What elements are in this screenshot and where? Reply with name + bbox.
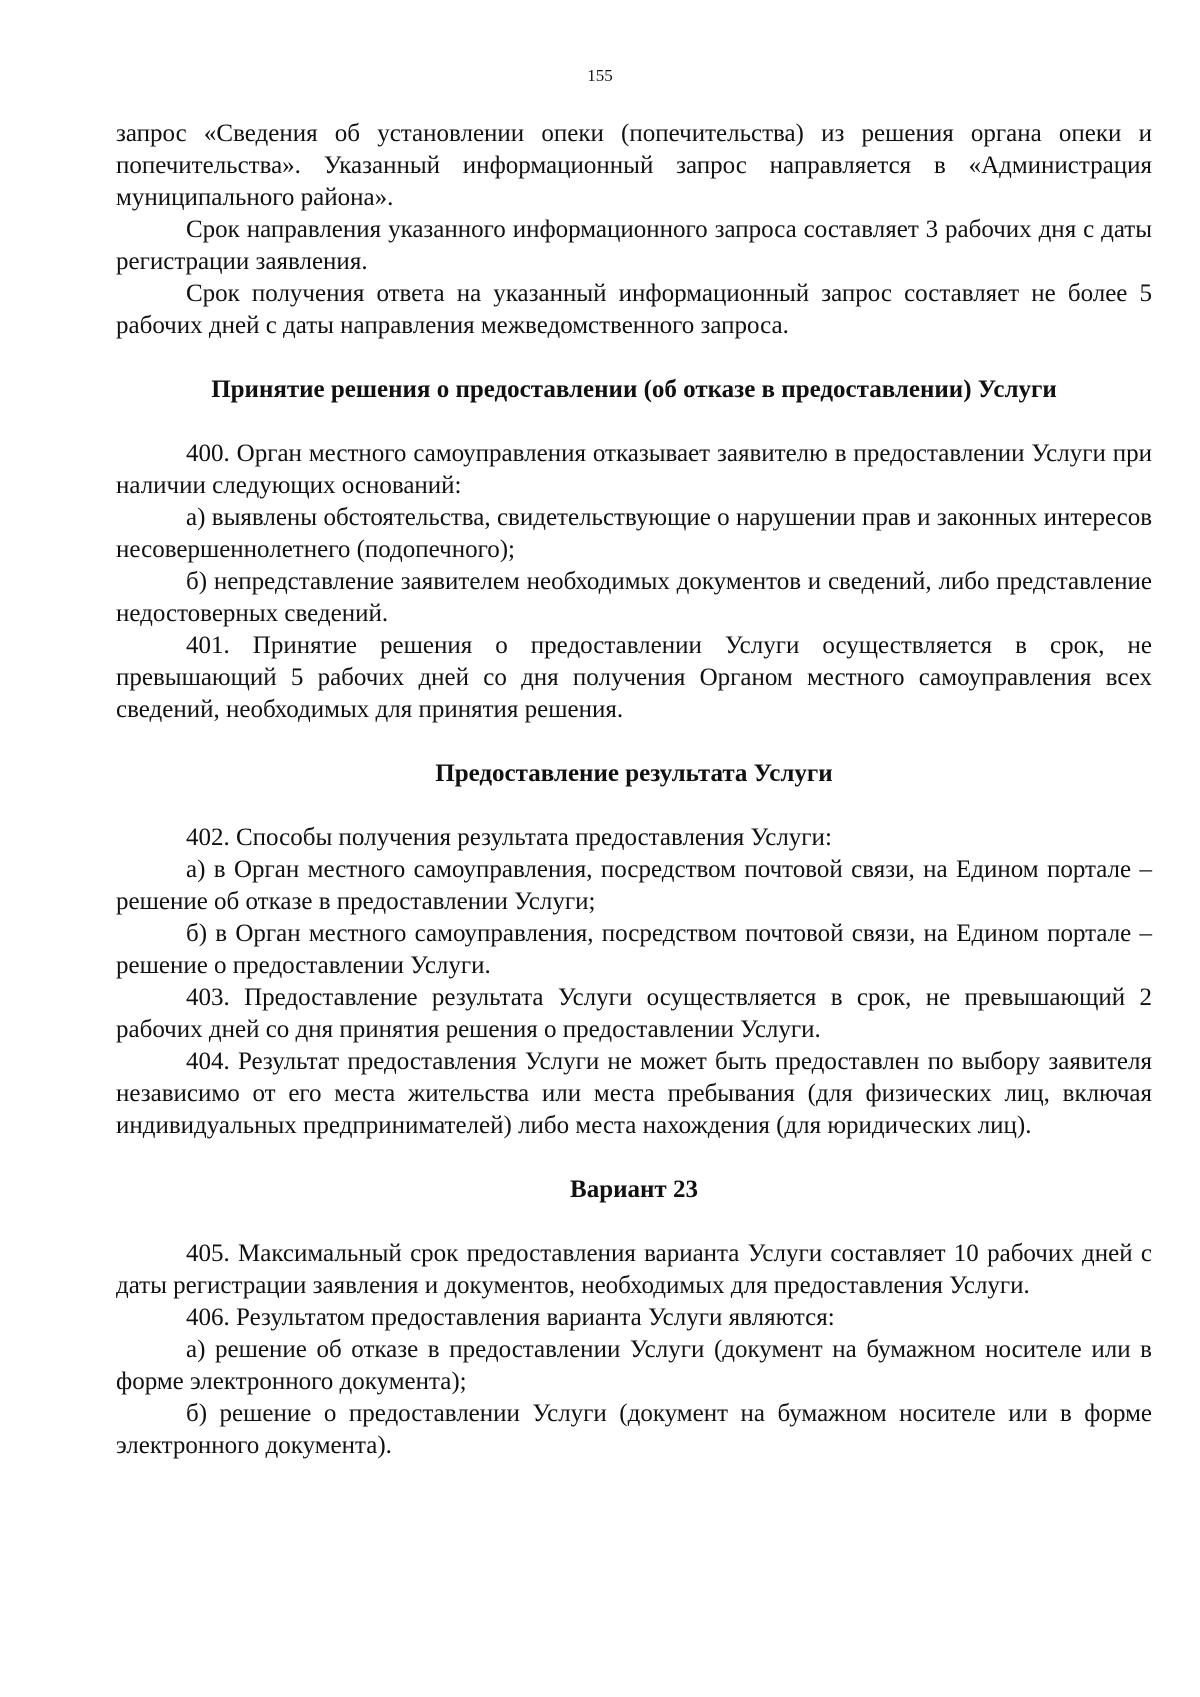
intro-paragraph-2: Срок направления указанного информационного запроса составляет 3 рабочих дня с даты регистрации заявления. (116, 216, 1152, 275)
paragraph-401: 401. Принятие решения о предоставлении Услуги осуществляется в срок, не превышающий 5 рабочих дней со дня получения Органом местного самоуправления всех сведений, необходимых для принятия решения. (116, 632, 1152, 723)
paragraph-406-a: а) решение об отказе в предоставлении Услуги (документ на бумажном носителе или в форме электронного документа); (116, 1336, 1152, 1395)
section-heading-variant: Вариант 23 (570, 1176, 698, 1203)
paragraph-402: 402. Способы получения результата предоставления Услуги: (186, 824, 832, 851)
intro-paragraph-3: Срок получения ответа на указанный информационный запрос составляет не более 5 рабочих дней с даты направления межведомственного запроса. (116, 280, 1152, 339)
paragraph-400: 400. Орган местного самоуправления отказывает заявителю в предоставлении Услуги при наличии следующих оснований: (116, 440, 1152, 499)
paragraph-402-b: б) в Орган местного самоуправления, посредством почтовой связи, на Едином портале – решение о предоставлении Услуги. (116, 920, 1152, 979)
paragraph-404: 404. Результат предоставления Услуги не может быть предоставлен по выбору заявителя независимо от его места жительства или места пребывания (для физических лиц, включая индивидуальных предпринимателей) либо места нахождения (для юридических лиц). (116, 1048, 1152, 1139)
section-heading-decision: Принятие решения о предоставлении (об отказе в предоставлении) Услуги (211, 376, 1057, 403)
paragraph-403: 403. Предоставление результата Услуги осуществляется в срок, не превышающий 2 рабочих дней со дня принятия решения о предоставлении Услуги. (116, 984, 1152, 1043)
paragraph-400-a: а) выявлены обстоятельства, свидетельствующие о нарушении прав и законных интересов несовершеннолетнего (подопечного); (116, 504, 1152, 563)
page-number: 155 (587, 66, 613, 85)
paragraph-402-a: а) в Орган местного самоуправления, посредством почтовой связи, на Едином портале – решение об отказе в предоставлении Услуги; (116, 856, 1152, 915)
paragraph-406: 406. Результатом предоставления варианта Услуги являются: (186, 1304, 835, 1331)
paragraph-406-b: б) решение о предоставлении Услуги (документ на бумажном носителе или в форме электронного документа). (116, 1400, 1152, 1459)
paragraph-400-b: б) непредставление заявителем необходимых документов и сведений, либо представление недостоверных сведений. (116, 568, 1152, 627)
section-heading-result: Предоставление результата Услуги (435, 760, 833, 787)
paragraph-405: 405. Максимальный срок предоставления варианта Услуги составляет 10 рабочих дней с даты регистрации заявления и документов, необходимых для предоставления Услуги. (116, 1240, 1152, 1299)
document-body (116, 118, 1152, 1462)
intro-paragraph-1: запрос «Сведения об установлении опеки (попечительства) из решения органа опеки и попечительства». Указанный информационный запрос направляется в «Администрация муниципального района». (116, 120, 1152, 211)
